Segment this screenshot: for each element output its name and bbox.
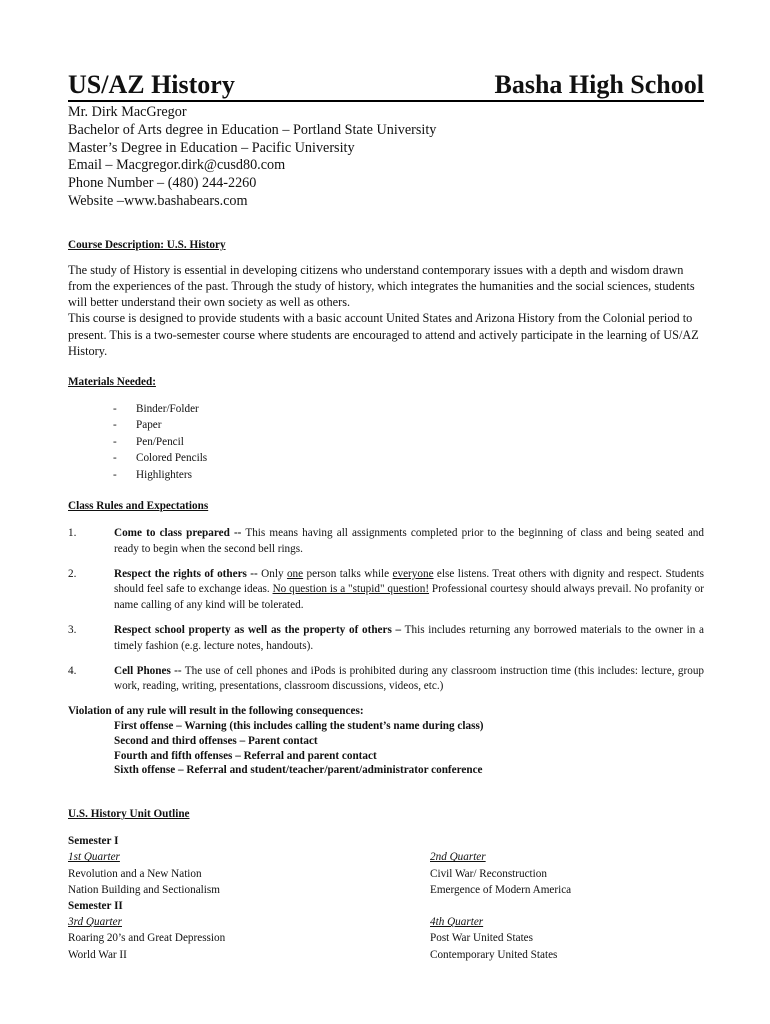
rules-list [68, 526, 704, 695]
list-item: - Paper [113, 419, 162, 432]
course-title: US/AZ History [68, 70, 235, 99]
materials-heading: Materials Needed: [68, 376, 156, 388]
list-item: - Highlighters [113, 468, 192, 481]
materials-list [68, 401, 704, 483]
course-description-heading: Course Description: U.S. History [68, 238, 226, 251]
unit-outline [68, 833, 704, 963]
consequence-2: Second and third offenses – Parent contact [114, 734, 318, 747]
rule-1: 1. Come to class prepared -- This means having all assignments completed prior to the beginning of class and being seated and ready to begin when the second bell rings. [68, 527, 704, 555]
phone-line: Phone Number – (480) 244-2260 [68, 175, 257, 192]
quarter-2-label: 2nd Quarter [430, 851, 486, 864]
teacher-contact [68, 104, 704, 211]
course-description [68, 262, 704, 359]
school-name: Basha High School [494, 70, 704, 99]
bachelor-degree: Bachelor of Arts degree in Education – Portland State University [68, 121, 437, 138]
consequence-4: Sixth offense – Referral and student/teacher/parent/administrator conference [114, 764, 483, 777]
list-item: - Colored Pencils [113, 452, 208, 465]
unit-item: Nation Building and Sectionalism [68, 883, 220, 896]
unit-item: Post War United States [430, 932, 533, 945]
unit-item: Roaring 20’s and Great Depression [68, 932, 226, 945]
course-description-p2: This course is designed to provide students with a basic account United States and Arizona History from the Colonial period to present. This is a two-semester course where students are encouraged to attend and actively participate in the learning of US/AZ History. [68, 311, 699, 358]
consequences-heading: Violation of any rule will result in the following consequences: [68, 705, 364, 718]
website-line: Website –www.bashabears.com [68, 192, 248, 209]
course-description-p1: The study of History is essential in developing citizens who understand contemporary issues with a depth and wisdom drawn from the experiences of the past. Through the study of history, which integrates the humanities and the social sciences, students will better understand their own society as well as others. [68, 262, 695, 310]
rule-2: 2. Respect the rights of others -- Only one person talks while everyone else listens. Treat others with dignity and respect. Students should feel safe to exchange ideas. No question is a "stupid" question! Professional courtesy should always prevail. No profanity or name calling of any kind will be tolerated. [68, 567, 705, 612]
unit-outline-heading: U.S. History Unit Outline [68, 808, 190, 821]
syllabus-page [68, 66, 704, 963]
quarter-1-label: 1st Quarter [68, 851, 120, 864]
master-degree: Master’s Degree in Education – Pacific University [68, 139, 355, 156]
rule-4: 4. Cell Phones -- The use of cell phones and iPods is prohibited during any classroom instruction time (this includes: lecture, group work, reading, writing, presentations, classroom discussions, videos, etc.) [68, 664, 705, 693]
unit-item: Contemporary United States [430, 948, 558, 961]
email-line: Email – Macgregor.dirk@cusd80.com [68, 157, 286, 174]
consequence-1: First offense – Warning (this includes calling the student’s name during class) [114, 720, 484, 732]
quarter-4-label: 4th Quarter [430, 916, 484, 929]
unit-item: World War II [68, 948, 127, 961]
unit-item: Emergence of Modern America [430, 883, 572, 896]
rules-heading: Class Rules and Expectations [68, 500, 209, 513]
semester-2-label: Semester II [68, 900, 123, 912]
unit-item: Revolution and a New Nation [68, 867, 202, 880]
consequences [68, 704, 704, 778]
list-item: - Binder/Folder [113, 403, 199, 415]
teacher-name: Mr. Dirk MacGregor [68, 104, 187, 120]
list-item: - Pen/Pencil [113, 435, 184, 448]
unit-item: Civil War/ Reconstruction [430, 867, 547, 880]
quarter-3-label: 3rd Quarter [68, 916, 122, 929]
consequence-3: Fourth and fifth offenses – Referral and parent contact [114, 749, 377, 762]
semester-1-label: Semester I [68, 835, 119, 848]
page-header [68, 66, 704, 102]
rule-3: 3. Respect school property as well as the property of others – This includes returning any borrowed materials to the owner in a timely fashion (e.g. lecture notes, handouts). [68, 624, 704, 652]
